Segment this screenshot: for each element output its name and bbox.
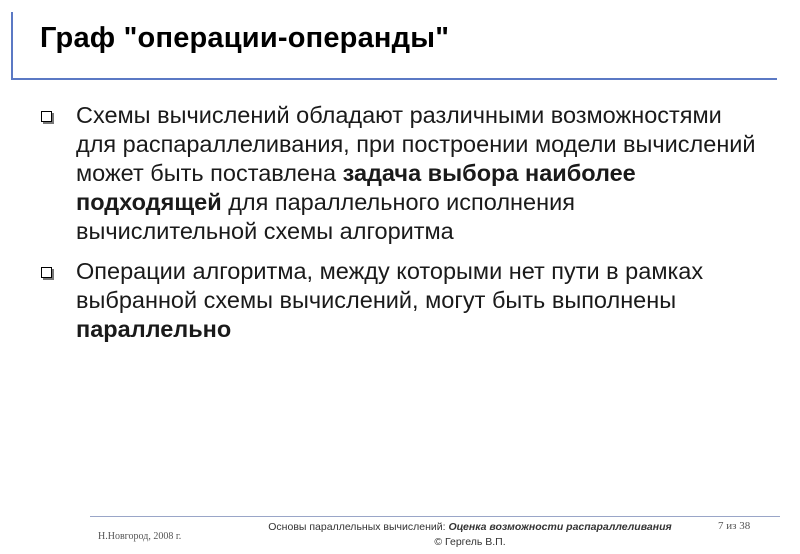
bullet-item [38, 257, 758, 344]
square-bullet-icon [41, 111, 52, 122]
square-bullet-icon [41, 267, 52, 278]
footer-topic: Оценка возможности распараллеливания [448, 521, 672, 533]
footer-course-info [260, 520, 680, 550]
bullet-item [38, 101, 758, 246]
slide-title: Граф "операции-операнды" [40, 22, 450, 54]
page-number: 7 из 38 [718, 520, 751, 532]
footer-author: © Гергель В.П. [434, 536, 506, 548]
footer-course: Основы параллельных вычислений: [268, 521, 449, 533]
bullet-list [38, 101, 758, 344]
bullet-text: для параллельного исполнения вычислительной схемы алгоритма [76, 189, 575, 244]
bullet-emphasis: задача выбора наиболее подходящей [76, 160, 636, 215]
bullet-emphasis: параллельно [76, 316, 232, 342]
footer-location-date: Н.Новгород, 2008 г. [98, 531, 182, 542]
bullet-text: Операции алгоритма, между которыми нет пути в рамках выбранной схемы вычислений, могут быть выполнены [76, 258, 704, 313]
footer-divider [90, 516, 780, 517]
bullet-text: Схемы вычислений обладают различными возможностями для распараллеливания, при построении модели вычислений может быть поставлена [76, 102, 756, 186]
